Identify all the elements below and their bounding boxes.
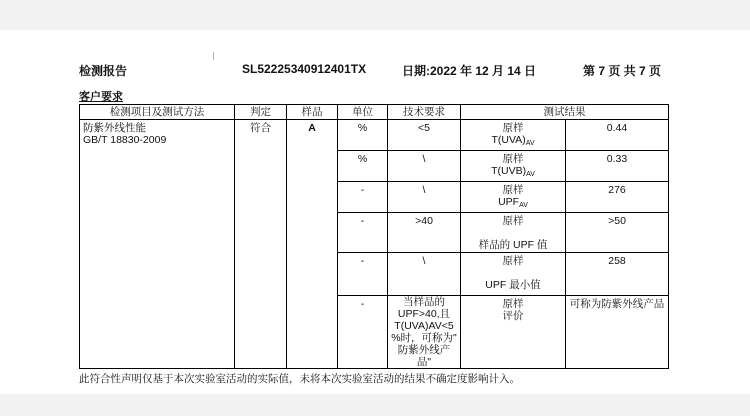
result-name: 原样 — [502, 184, 524, 196]
unit-cell: % — [338, 120, 388, 151]
results-table — [79, 104, 669, 369]
test-method: GB/T 18830-2009 — [83, 134, 167, 146]
result-name-cell — [461, 253, 566, 296]
result-name: 原样 — [502, 122, 524, 134]
result-name-cell — [461, 213, 566, 253]
result-value: 276 — [566, 182, 669, 213]
result-name-cell — [461, 182, 566, 213]
result-parameter: 评价 — [502, 310, 524, 322]
result-name-cell — [461, 120, 566, 151]
col-header-result: 测试结果 — [461, 105, 669, 120]
report-date: 日期:2022 年 12 月 14 日 — [402, 64, 537, 78]
requirement-cell: \ — [388, 182, 461, 213]
requirement-cell: \ — [388, 151, 461, 182]
result-name: 原样 — [502, 215, 524, 227]
result-parameter: 样品的 UPF 值 — [478, 239, 548, 251]
requirement-cell: >40 — [388, 213, 461, 253]
result-value: 0.33 — [566, 151, 669, 182]
result-value: >50 — [566, 213, 669, 253]
requirement-line: 防紫外线产品" — [397, 344, 451, 368]
test-item-name: 防紫外线性能 — [83, 122, 146, 134]
section-title: 客户要求 — [79, 90, 123, 103]
margin-mark — [213, 52, 214, 60]
result-name-cell — [461, 151, 566, 182]
col-header-unit: 单位 — [338, 105, 388, 120]
requirement-line: %时，可称为" — [391, 332, 457, 344]
requirement-cell: \ — [388, 253, 461, 296]
result-name: 原样 — [502, 153, 524, 165]
table-row — [80, 120, 669, 151]
requirement-cell — [388, 296, 461, 369]
requirement-cell: <5 — [388, 120, 461, 151]
report-number: SL52225340912401TX — [242, 62, 367, 76]
result-parameter: UPF 最小值 — [485, 279, 541, 291]
col-header-verdict: 判定 — [235, 105, 287, 120]
verdict-cell: 符合 — [235, 120, 287, 369]
sample-cell: A — [287, 120, 338, 369]
result-name-cell — [461, 296, 566, 369]
col-header-sample: 样品 — [287, 105, 338, 120]
col-header-requirement: 技术要求 — [388, 105, 461, 120]
table-header-row — [80, 105, 669, 120]
requirement-line: T(UVA)AV<5 — [394, 320, 454, 332]
unit-cell: - — [338, 253, 388, 296]
unit-cell: - — [338, 213, 388, 253]
result-name: 原样 — [502, 255, 524, 267]
result-parameter: $T(UVA)_{AV}$ — [491, 134, 535, 147]
result-parameter: $UPF_{AV}$ — [498, 196, 528, 209]
result-name: 原样 — [502, 298, 524, 310]
result-value: 258 — [566, 253, 669, 296]
page-indicator: 第 7 页 共 7 页 — [583, 64, 662, 78]
result-value: 可称为防紫外线产品 — [566, 296, 669, 369]
requirement-line: 当样品的 — [403, 296, 445, 308]
report-title: 检测报告 — [79, 64, 128, 78]
test-item-cell — [80, 120, 235, 369]
requirement-line: UPF>40,且 — [397, 308, 451, 320]
footer-statement: 此符合性声明仅基于本次实验室活动的实际值，未将本次实验室活动的结果不确定度影响计入。 — [79, 373, 520, 385]
unit-cell: % — [338, 151, 388, 182]
unit-cell: - — [338, 296, 388, 369]
unit-cell: - — [338, 182, 388, 213]
result-value: 0.44 — [566, 120, 669, 151]
result-parameter: $T(UVB)_{AV}$ — [491, 165, 535, 178]
col-header-item: 检测项目及测试方法 — [80, 105, 235, 120]
